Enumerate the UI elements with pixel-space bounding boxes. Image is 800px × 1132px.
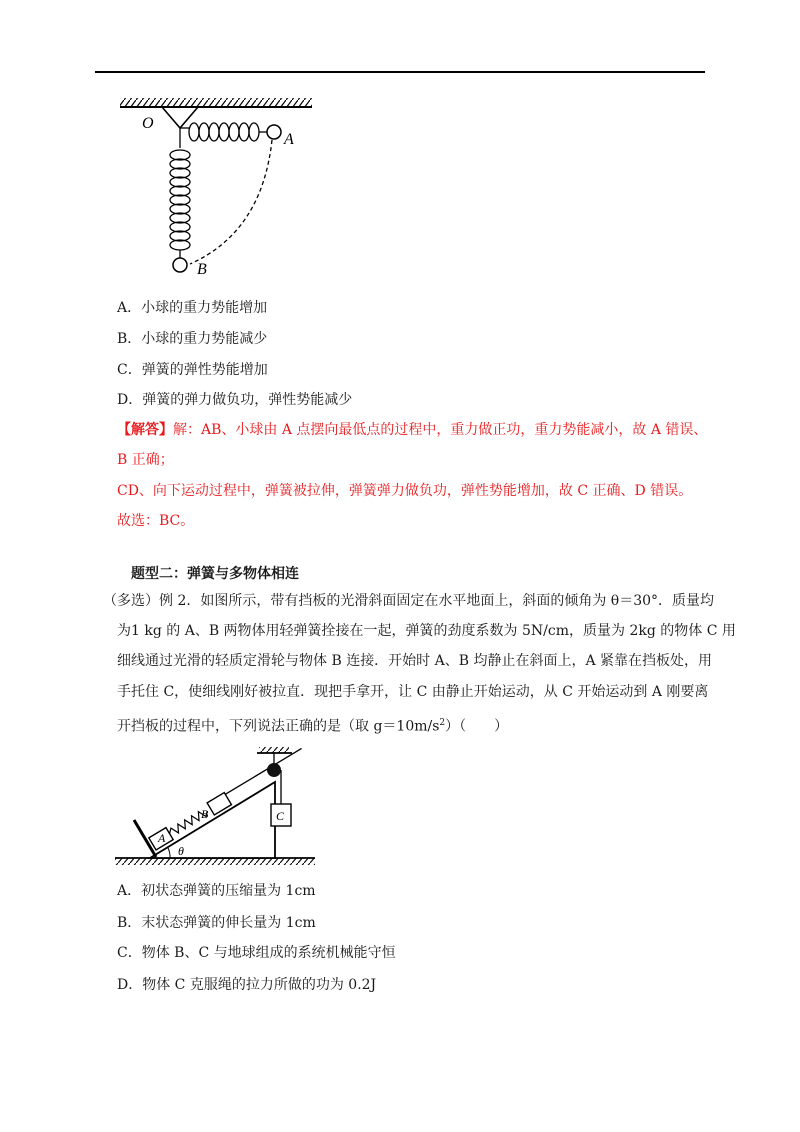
- answer-text-1: 解：AB、小球由 A 点摆向最低点的过程中，重力做正功，重力势能减小，故 A 错误、: [173, 422, 708, 438]
- section-heading: 题型二：弹簧与多物体相连: [131, 566, 299, 582]
- q2-line-3: 细线通过光滑的轻质定滑轮与物体 B 连接．开始时 A、B 均静止在斜面上，A 紧靠在挡板处，用: [117, 653, 713, 669]
- label-block-c: C: [276, 809, 285, 823]
- pivot-bracket: [162, 107, 198, 128]
- q2-option-c: C．物体 B、C 与地球组成的系统机械能守恒: [117, 945, 396, 961]
- label-block-b: B: [201, 807, 209, 821]
- q1-option-a: A．小球的重力势能增加: [117, 300, 268, 316]
- q2-line-2: 为1 kg 的 A、B 两物体用轻弹簧拴接在一起，弹簧的劲度系数为 5N/cm，质量为 2kg 的物体 C 用: [117, 623, 736, 639]
- q2-option-b: B．末状态弹簧的伸长量为 1cm: [117, 915, 316, 931]
- ceiling-hatch: [120, 98, 312, 107]
- spring-pendulum-figure: [112, 92, 322, 282]
- incline-pulley-figure: [112, 744, 322, 866]
- q2-line-5-sup: 2: [439, 718, 446, 728]
- incline: [150, 782, 275, 858]
- answer-line-4: 故选：BC。: [117, 513, 195, 529]
- vertical-spring: [170, 128, 190, 258]
- answer-tag: 【解答】: [117, 422, 173, 438]
- q1-option-b: B．小球的重力势能减少: [117, 331, 268, 347]
- q2-line-5-pre: 开挡板的过程中，下列说法正确的是（取 g＝10m/s: [117, 718, 440, 735]
- label-o: O: [142, 115, 154, 132]
- q1-option-c: C．弹簧的弹性势能增加: [117, 362, 268, 378]
- ball-at-a: [267, 125, 281, 139]
- q1-option-d: D．弹簧的弹力做负功，弹性势能减少: [117, 392, 353, 408]
- ball-at-b: [173, 258, 187, 272]
- answer-line-1: [117, 421, 707, 439]
- ground-hatch: [115, 858, 315, 865]
- answer-line-3: CD、向下运动过程中，弹簧被拉伸，弹簧弹力做负功，弹性势能增加，故 C 正确、D 错误。: [117, 483, 693, 499]
- label-a: A: [284, 131, 294, 148]
- label-b: B: [197, 261, 207, 278]
- q2-line-1: （多选）例 2．如图所示，带有挡板的光滑斜面固定在水平地面上，斜面的倾角为 θ＝30°．质量均: [103, 593, 715, 609]
- string-b-pulley: [225, 748, 301, 794]
- q2-line-4: 手托住 C，使细线刚好被拉直．现把手拿开，让 C 由静止开始运动，从 C 开始运动到 A 刚要离: [117, 684, 709, 700]
- swing-path-dashed: [190, 140, 272, 264]
- horizontal-spring: [180, 123, 267, 141]
- header-rule: [95, 71, 705, 73]
- label-block-a: A: [158, 831, 166, 845]
- pulley: [267, 763, 281, 777]
- answer-line-2: B 正确；: [117, 452, 174, 468]
- label-theta: θ: [178, 844, 184, 858]
- q2-line-5: [117, 714, 707, 736]
- pulley-ceiling-hatch: [259, 747, 289, 753]
- q2-option-d: D．物体 C 克服绳的拉力所做的功为 0.2J: [117, 977, 377, 993]
- q2-option-a: A．初状态弹簧的压缩量为 1cm: [117, 883, 316, 899]
- q2-line-5-post: ）（ ）: [445, 718, 509, 735]
